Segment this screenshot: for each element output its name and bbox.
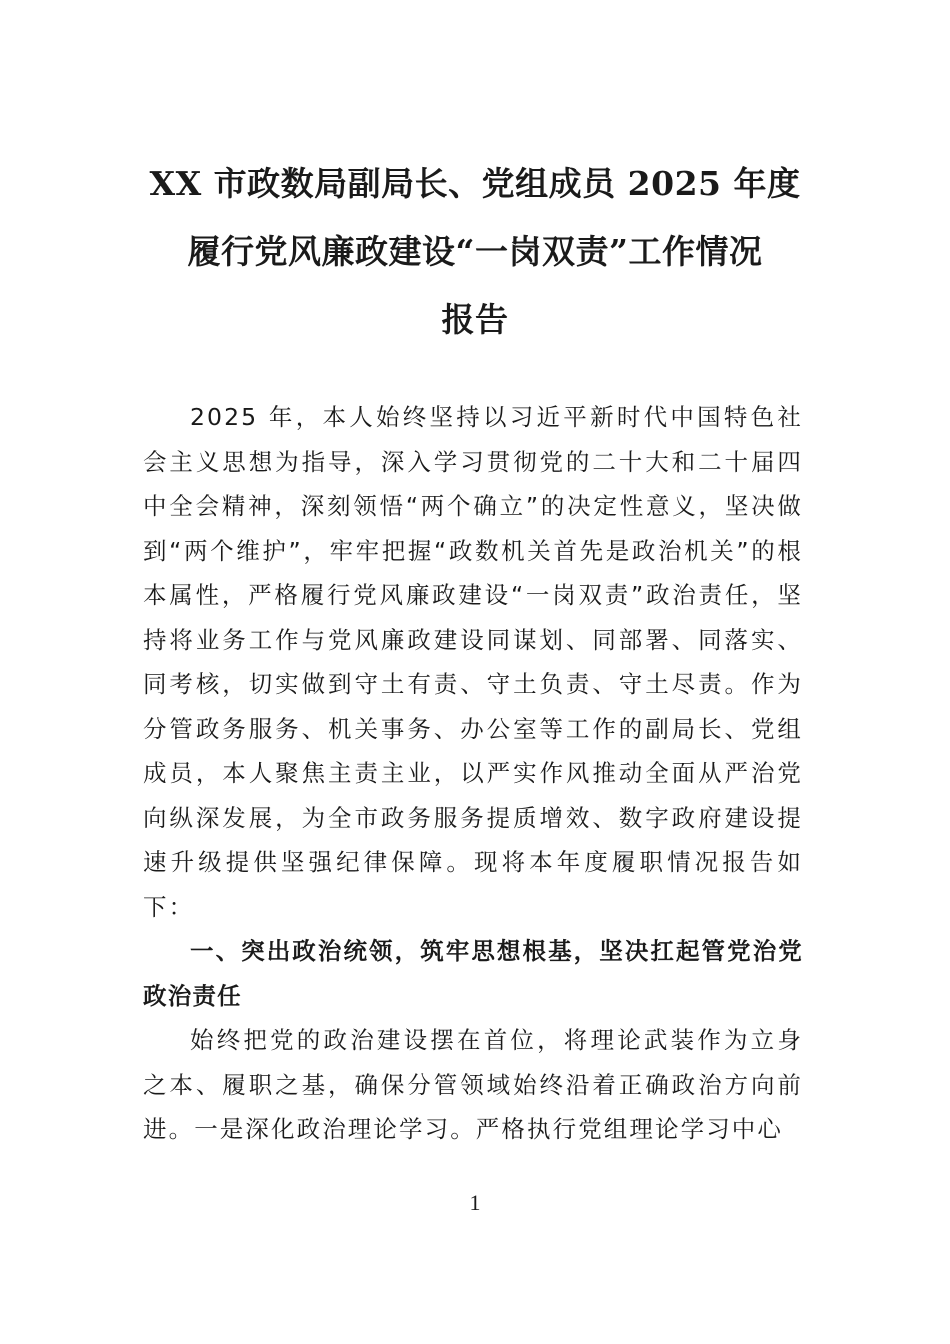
document-body xyxy=(143,395,803,1152)
title-line-3: 报告 xyxy=(441,300,509,339)
title-line-1: XX 市政数局副局长、党组成员 2025 年度 xyxy=(149,164,801,203)
page-number: 1 xyxy=(469,1190,481,1215)
document-title xyxy=(100,150,850,354)
intro-paragraph: 2025 年，本人始终坚持以习近平新时代中国特色社会主义思想为指导，深入学习贯彻党的二十大和二十届四中全会精神，深刻领悟“两个确立”的决定性意义，坚决做到“两个维护”，牢牢把握“政数机关首先是政治机关”的根本属性，严格履行党风廉政建设“一岗双责”政治责任，坚持将业务工作与党风廉政建设同谋划、同部署、同落实、同考核，切实做到守土有责、守土负责、守土尽责。作为分管政务服务、机关事务、办公室等工作的副局长、党组成员，本人聚焦主责主业，以严实作风推动全面从严治党向纵深发展，为全市政务服务提质增效、数字政府建设提速升级提供坚强纪律保障。现将本年度履职情况报告如下： xyxy=(143,403,803,921)
section-1-paragraph: 始终把党的政治建设摆在首位，将理论武装作为立身之本、履职之基，确保分管领域始终沿着正确政治方向前进。一是深化政治理论学习。严格执行党组理论学习中心 xyxy=(143,1026,803,1143)
title-line-2: 履行党风廉政建设“一岗双责”工作情况 xyxy=(187,232,763,271)
section-1-heading: 一、突出政治统领，筑牢思想根基，坚决扛起管党治党政治责任 xyxy=(143,937,803,1010)
